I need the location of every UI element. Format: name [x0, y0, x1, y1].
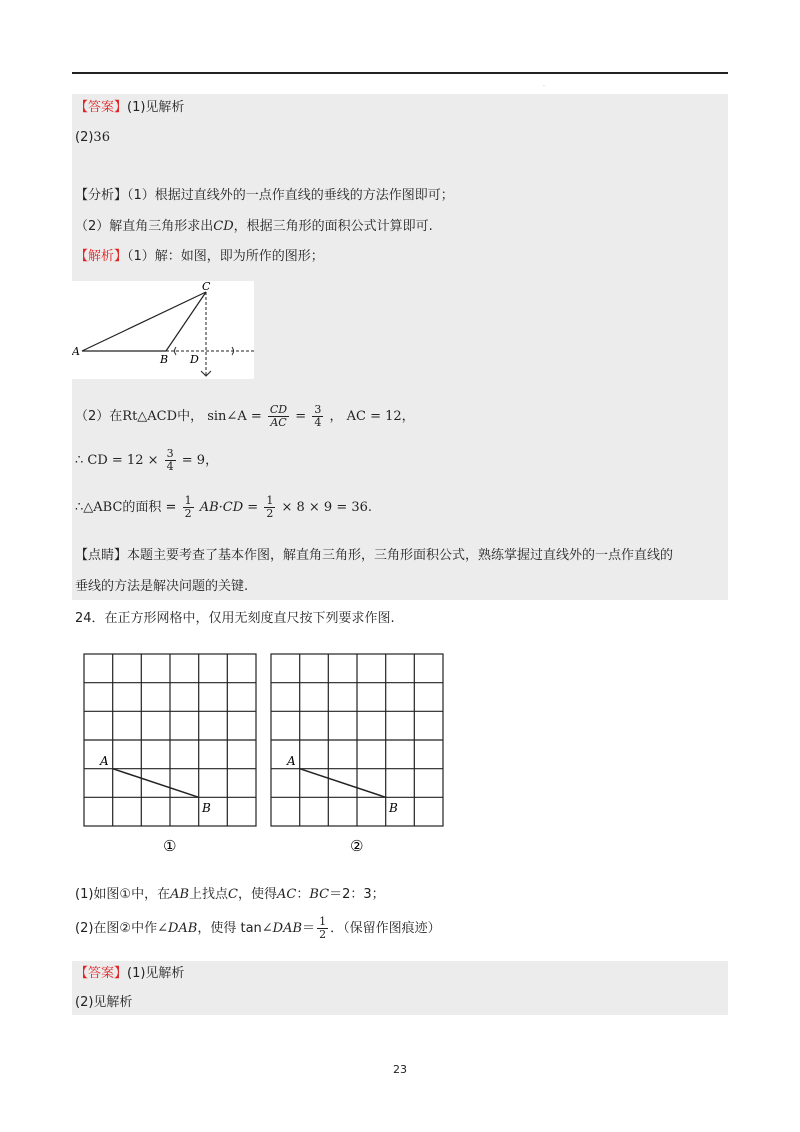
grid1-caption: ① [163, 837, 177, 855]
q24-grid-2 [267, 650, 447, 860]
q23-comment-1: 【点睛】本题主要考查了基本作图，解直角三角形，三角形面积公式，熟练掌握过直线外的一点作直线的 [75, 548, 674, 563]
comment-tag: 【点睛】 [75, 548, 128, 563]
header-mark: . [543, 81, 545, 88]
q23-solution-1: 【解析】（1）解：如图，即为所作的图形； [75, 249, 324, 264]
solution-tag: 【解析】 [75, 249, 128, 264]
grid-figure-2 [267, 650, 447, 860]
label-b: B [160, 353, 169, 366]
q23-analysis-2: （2）解直角三角形求出CD，根据三角形的面积公式计算即可. [75, 219, 433, 234]
q23-figure [72, 281, 254, 379]
page-number: 23 [393, 1063, 407, 1076]
grid1-label-b: B [202, 801, 211, 815]
answer-tag: 【答案】 [75, 100, 128, 115]
q24-stem: 24．在正方形网格中，仅用无刻度直尺按下列要求作图. [75, 611, 395, 626]
q23-answer-2: (2)36 [75, 130, 110, 145]
analysis-tag: 【分析】 [75, 188, 128, 203]
q23-answer-line [75, 99, 184, 117]
perpendicular-construction-diagram [72, 281, 254, 379]
q24-grid-1 [80, 650, 260, 860]
answer-value: 36 [93, 130, 110, 145]
label-a: A [72, 345, 80, 358]
header-rule [72, 72, 728, 74]
grid-figure-1 [80, 650, 260, 860]
q23-comment-2: 垂线的方法是解决问题的关键. [75, 579, 249, 594]
grid1-label-a: A [100, 754, 109, 768]
q24-answer-2: (2)见解析 [75, 995, 133, 1010]
q24-part-2: (2)在图②中作∠DAB，使得 tan∠DAB＝ $\frac{1}{2}$ ．（保留作图痕迹） [75, 915, 441, 941]
q23-step3: ∴ CD = 12 × $\frac{3}{4}$ = 9， [75, 447, 219, 473]
grid2-label-b: B [389, 801, 398, 815]
label-d: D [190, 353, 199, 366]
q24-answer-1: 【答案】(1)见解析 [75, 966, 185, 981]
q23-analysis-1: 【分析】（1）根据过直线外的一点作直线的垂线的方法作图即可； [75, 188, 454, 203]
q23-step2: （2）在Rt△ACD中， sin∠A = $\frac{CD}{AC}$ = $\frac{3}{4}$ ， AC = 12， [75, 403, 415, 429]
answer-1: (1)见解析 [127, 100, 185, 115]
q23-step4: ∴△ABC的面积 = $\frac{1}{2}$ AB·CD = $\frac{1}{2}$ × 8 × 9 = 36. [75, 494, 373, 520]
grid2-label-a: A [287, 754, 296, 768]
q24-part-1: (1)如图①中，在AB上找点C，使得AC：BC＝2：3； [75, 887, 385, 902]
label-c: C [202, 281, 211, 293]
grid2-caption: ② [350, 837, 364, 855]
